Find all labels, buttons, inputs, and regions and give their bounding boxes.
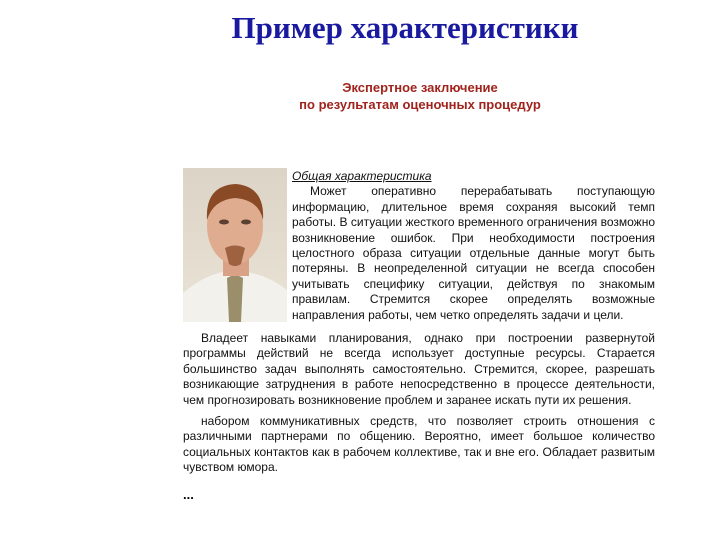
paragraph-3: набором коммуникативных средств, что позволяет строить отношения с различными партнерами по общению. Вероятно, имеет большое количество социальных контактов как в рабочем коллективе, так и вне его. Обладает развитым чувством юмора. [183, 414, 655, 475]
document-title-line2: по результатам оценочных процедур [299, 97, 541, 112]
document-title [230, 79, 610, 113]
paragraph-2: Владеет навыками планирования, однако при построении развернутой программы действий не всегда использует доступные ресурсы. Старается большинство задач выполнять самостоятельно. Стремится, скорее, разрешать возникающие затруднения в работе непосредственно в процессе деятельности, чем прогнозировать возникновение проблем и заранее искать пути их решения. [183, 331, 655, 407]
continuation-block [183, 331, 655, 476]
ellipsis: ... [183, 487, 194, 502]
general-characteristic-block [292, 169, 655, 323]
section-heading: Общая характеристика [292, 169, 432, 183]
slide-title: Пример характеристики [231, 10, 579, 45]
document-title-line1: Экспертное заключение [342, 80, 498, 95]
paragraph-1: Может оперативно перерабатывать поступающую информацию, длительное время сохраняя высокий темп работы. В ситуации жесткого временного ограничения возможно возникновение ошибок. При необходимости построения целостного образа ситуации отдельные данные могут быть потеряны. В неопределенной ситуации не всегда способен учитывать специфику ситуации, действуя по знакомым правилам. Стремится скорее определять возможные направления работы, чем четко определять задачи и цели. [292, 184, 655, 322]
portrait-photo [183, 168, 287, 322]
